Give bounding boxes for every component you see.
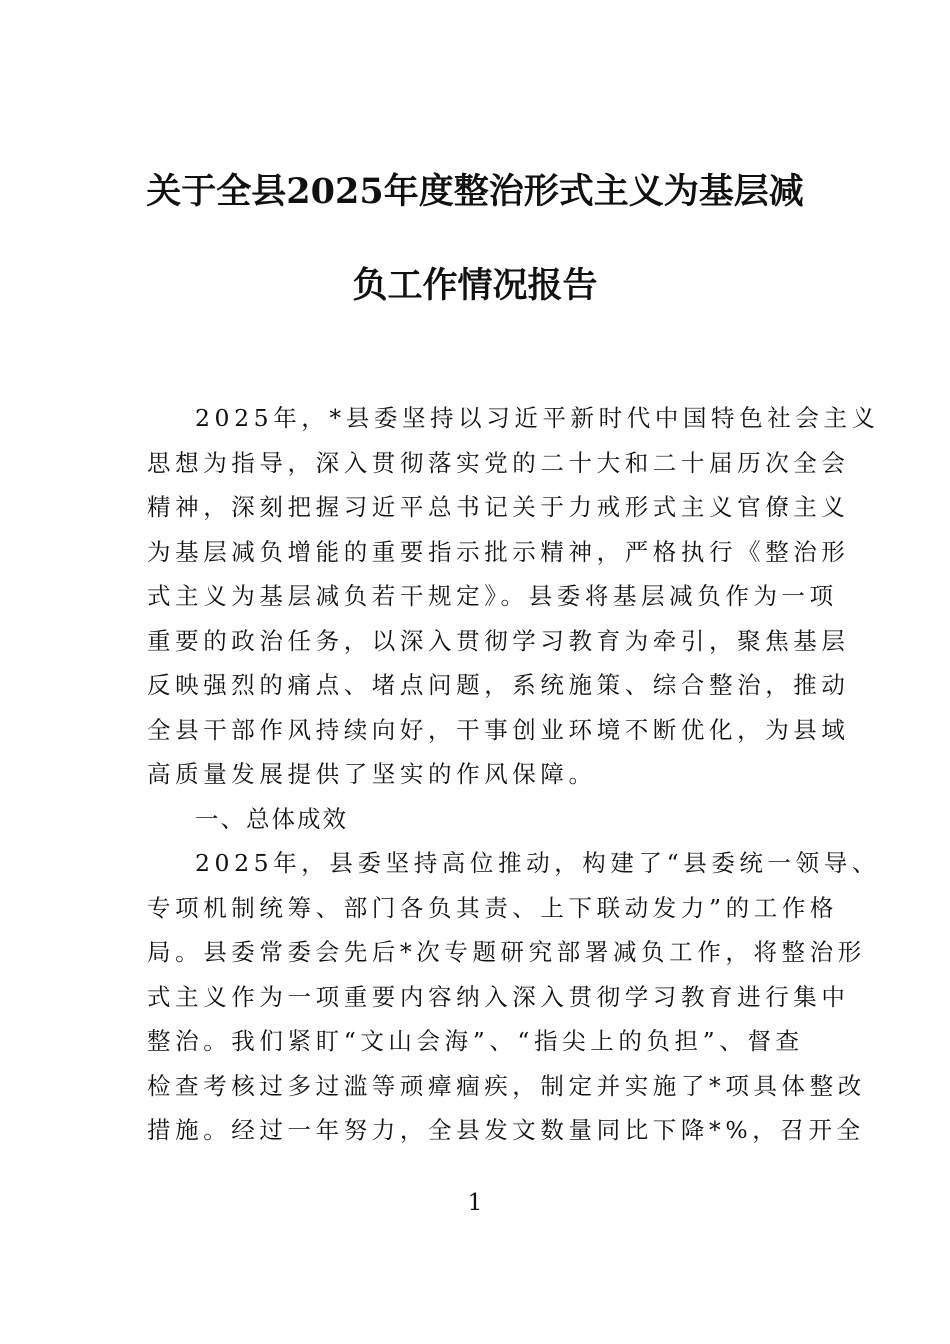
paragraph-line: 式主义为基层减负若干规定》。县委将基层减负作为一项 <box>147 582 838 610</box>
paragraph-line: 全县干部作风持续向好，干事创业环境不断优化，为县域 <box>147 715 850 744</box>
paragraph-line: 2025年，县委坚持高位推动，构建了“县委统一领导、 <box>195 849 880 877</box>
document-title-line-2: 负工作情况报告 <box>352 265 598 306</box>
paragraph-line: 2025年，*县委坚持以习近平新时代中国特色社会主义 <box>195 404 880 432</box>
paragraph-line: 专项机制统筹、部门各负其责、上下联动发力”的工作格 <box>147 893 839 922</box>
paragraph-line: 整治。我们紧盯“文山会海”、“指尖上的负担”、督查 <box>147 1027 804 1055</box>
paragraph-line: 式主义作为一项重要内容纳入深入贯彻学习教育进行集中 <box>147 982 850 1011</box>
document-title-line-1: 关于全县2025年度整治形式主义为基层减 <box>146 171 804 212</box>
paragraph-intro <box>147 396 880 797</box>
paragraph-line: 重要的政治任务，以深入贯彻学习教育为牵引，聚焦基层 <box>147 626 850 655</box>
paragraph-line: 局。县委常委会先后*次专题研究部署减负工作，将整治形 <box>147 938 866 966</box>
section-heading-overall-results: 一、总体成效 <box>195 805 348 833</box>
paragraph-line: 反映强烈的痛点、堵点问题，系统施策、综合整治，推动 <box>147 671 850 699</box>
paragraph-line: 措施。经过一年努力，全县发文数量同比下降*%，召开全 <box>147 1116 865 1144</box>
paragraph-line: 检查考核过多过滥等顽瘴痼疾，制定并实施了*项具体整改 <box>147 1071 866 1100</box>
paragraph-line: 精神，深刻把握习近平总书记关于力戒形式主义官僚主义 <box>147 493 850 521</box>
paragraph-overall-results <box>147 841 880 1153</box>
paragraph-line: 高质量发展提供了坚实的作风保障。 <box>147 760 597 788</box>
paragraph-line: 思想为指导，深入贯彻落实党的二十大和二十届历次全会 <box>147 448 850 477</box>
paragraph-line: 为基层减负增能的重要指示批示精神，严格执行《整治形 <box>147 537 850 566</box>
page-number: 1 <box>467 1190 483 1216</box>
